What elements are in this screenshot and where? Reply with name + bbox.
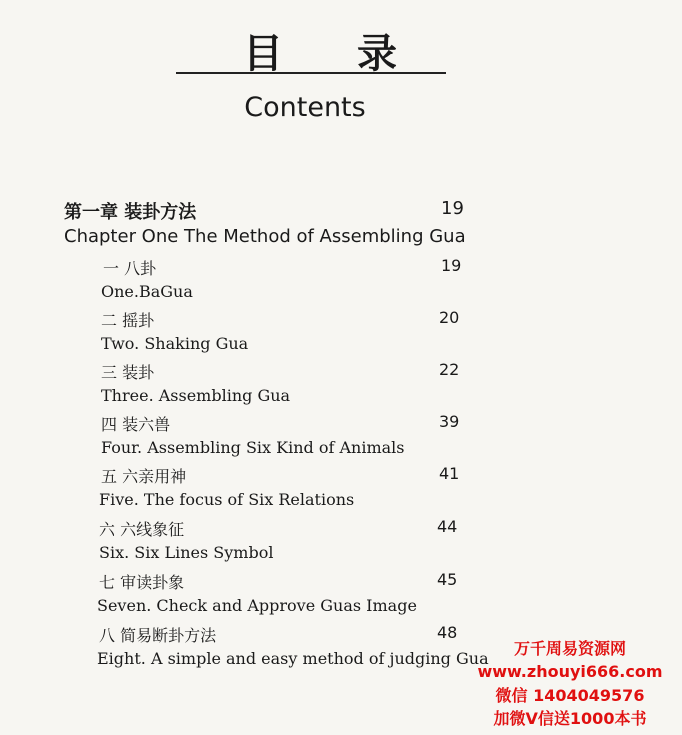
- chapter-page-number: 19: [441, 198, 464, 219]
- section-3-page: 22: [439, 360, 460, 379]
- watermark-line-4: 加微V信送1000本书: [493, 709, 647, 728]
- watermark-line-3: 微信 1404049576: [495, 686, 645, 705]
- section-6-page: 44: [437, 517, 458, 536]
- section-7-title-english[interactable]: Seven. Check and Approve Guas Image: [97, 596, 417, 615]
- section-5-page: 41: [439, 464, 460, 483]
- chapter-title-chinese[interactable]: 第一章 装卦方法: [64, 202, 197, 223]
- section-6-title-chinese[interactable]: 六 六线象征: [99, 520, 185, 539]
- section-7-title-chinese[interactable]: 七 审读卦象: [99, 573, 185, 592]
- section-4-page: 39: [439, 412, 460, 431]
- section-2-title-chinese[interactable]: 二 摇卦: [101, 311, 155, 330]
- section-1-title-chinese[interactable]: 一 八卦: [103, 259, 157, 278]
- section-8-title-english[interactable]: Eight. A simple and easy method of judging Gua: [97, 649, 489, 668]
- watermark-line-2: www.zhouyi666.com: [477, 662, 663, 681]
- page-title-english: Contents: [244, 92, 366, 123]
- chapter-title-english[interactable]: Chapter One The Method of Assembling Gua: [64, 226, 466, 247]
- title-underline: [176, 72, 446, 74]
- section-2-title-english[interactable]: Two. Shaking Gua: [101, 334, 249, 353]
- section-3-title-chinese[interactable]: 三 装卦: [101, 363, 155, 382]
- section-2-page: 20: [439, 308, 460, 327]
- section-4-title-english[interactable]: Four. Assembling Six Kind of Animals: [101, 438, 405, 457]
- section-6-title-english[interactable]: Six. Six Lines Symbol: [99, 543, 274, 562]
- section-5-title-chinese[interactable]: 五 六亲用神: [101, 467, 187, 486]
- section-3-title-english[interactable]: Three. Assembling Gua: [101, 386, 291, 405]
- section-1-title-english[interactable]: One.BaGua: [101, 282, 193, 301]
- section-7-page: 45: [437, 570, 458, 589]
- section-1-page: 19: [441, 256, 462, 275]
- section-8-page: 48: [437, 623, 458, 642]
- page-title-chinese: 目 录: [243, 31, 427, 77]
- section-5-title-english[interactable]: Five. The focus of Six Relations: [99, 490, 355, 509]
- watermark-line-1: 万千周易资源网: [513, 639, 626, 658]
- section-4-title-chinese[interactable]: 四 装六兽: [101, 415, 171, 434]
- section-8-title-chinese[interactable]: 八 简易断卦方法: [99, 626, 217, 645]
